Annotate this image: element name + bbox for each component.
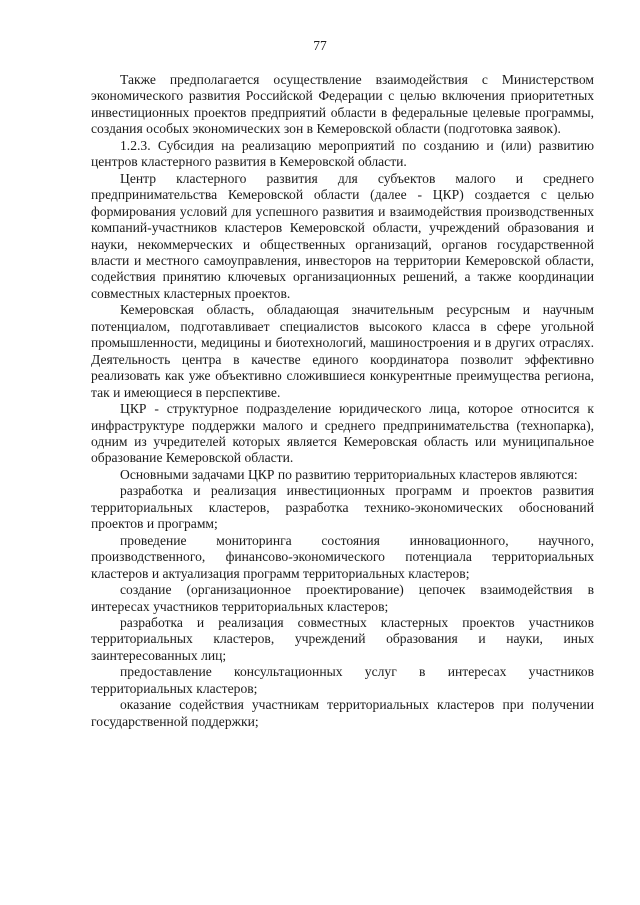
list-item-consulting: предоставление консультационных услуг в интересах участников территориальных кластеров;: [91, 664, 594, 696]
paragraph-ckr-definition: Центр кластерного развития для субъектов малого и среднего предпринимательства Кемеровской области (далее - ЦКР) создается с целью формирования условий для успешного развития и взаимодействия производственных компаний-участников кластеров Кемеровской области, учреждений образования и науки, некоммерческих и общественных организаций, органов государственной власти и местного самоуправления, инвесторов на территории Кемеровской области, содействия принятию ключевых организационных решений, а также координации совместных кластерных проектов.: [91, 170, 594, 301]
document-body: [91, 72, 594, 730]
paragraph-subsidy-heading: 1.2.3. Субсидия на реализацию мероприятий по созданию и (или) развитию центров кластерного развития в Кемеровской области.: [91, 137, 594, 170]
list-item-interaction-chains: создание (организационное проектирование) цепочек взаимодействия в интересах участников территориальных кластеров;: [91, 582, 594, 614]
page-number: 77: [313, 38, 327, 53]
paragraph-main-tasks: Основными задачами ЦКР по развитию территориальных кластеров являются:: [120, 466, 578, 482]
paragraph-ministry-cooperation: Также предполагается осуществление взаимодействия с Министерством экономического развития Российской Федерации с целью включения приоритетных инвестиционных проектов предприятий области в федеральные целевые программы, создания особых экономических зон в Кемеровской области (подготовка заявок).: [91, 72, 594, 137]
list-item-investment-programs: разработка и реализация инвестиционных программ и проектов развития территориальных кластеров, разработка технико-экономических обоснований проектов и программ;: [91, 483, 594, 532]
list-item-monitoring: проведение мониторинга состояния инновационного, научного, производственного, финансово-экономического потенциала территориальных кластеров и актуализация программ территориальных кластеров;: [91, 532, 594, 581]
paragraph-ckr-structure: ЦКР - структурное подразделение юридического лица, которое относится к инфраструктуре поддержки малого и среднего предпринимательства (технопарка), одним из учредителей которых является Кемеровская область или муниципальное образование Кемеровской области.: [91, 401, 594, 466]
paragraph-region-potential: Кемеровская область, обладающая значительным ресурсным и научным потенциалом, подготавливает специалистов высокого класса в сфере угольной промышленности, медицины и биотехнологий, машиностроения и в других отраслях. Деятельность центра в качестве единого координатора позволит эффективно реализовать как уже объективно сложившиеся конкурентные преимущества региона, так и имеющиеся в перспективе.: [91, 302, 594, 400]
list-item-state-support: оказание содействия участникам территориальных кластеров при получении государственной поддержки;: [91, 697, 594, 729]
list-item-joint-projects: разработка и реализация совместных кластерных проектов участников территориальных кластеров, учреждений образования и науки, иных заинтересованных лиц;: [91, 614, 594, 663]
